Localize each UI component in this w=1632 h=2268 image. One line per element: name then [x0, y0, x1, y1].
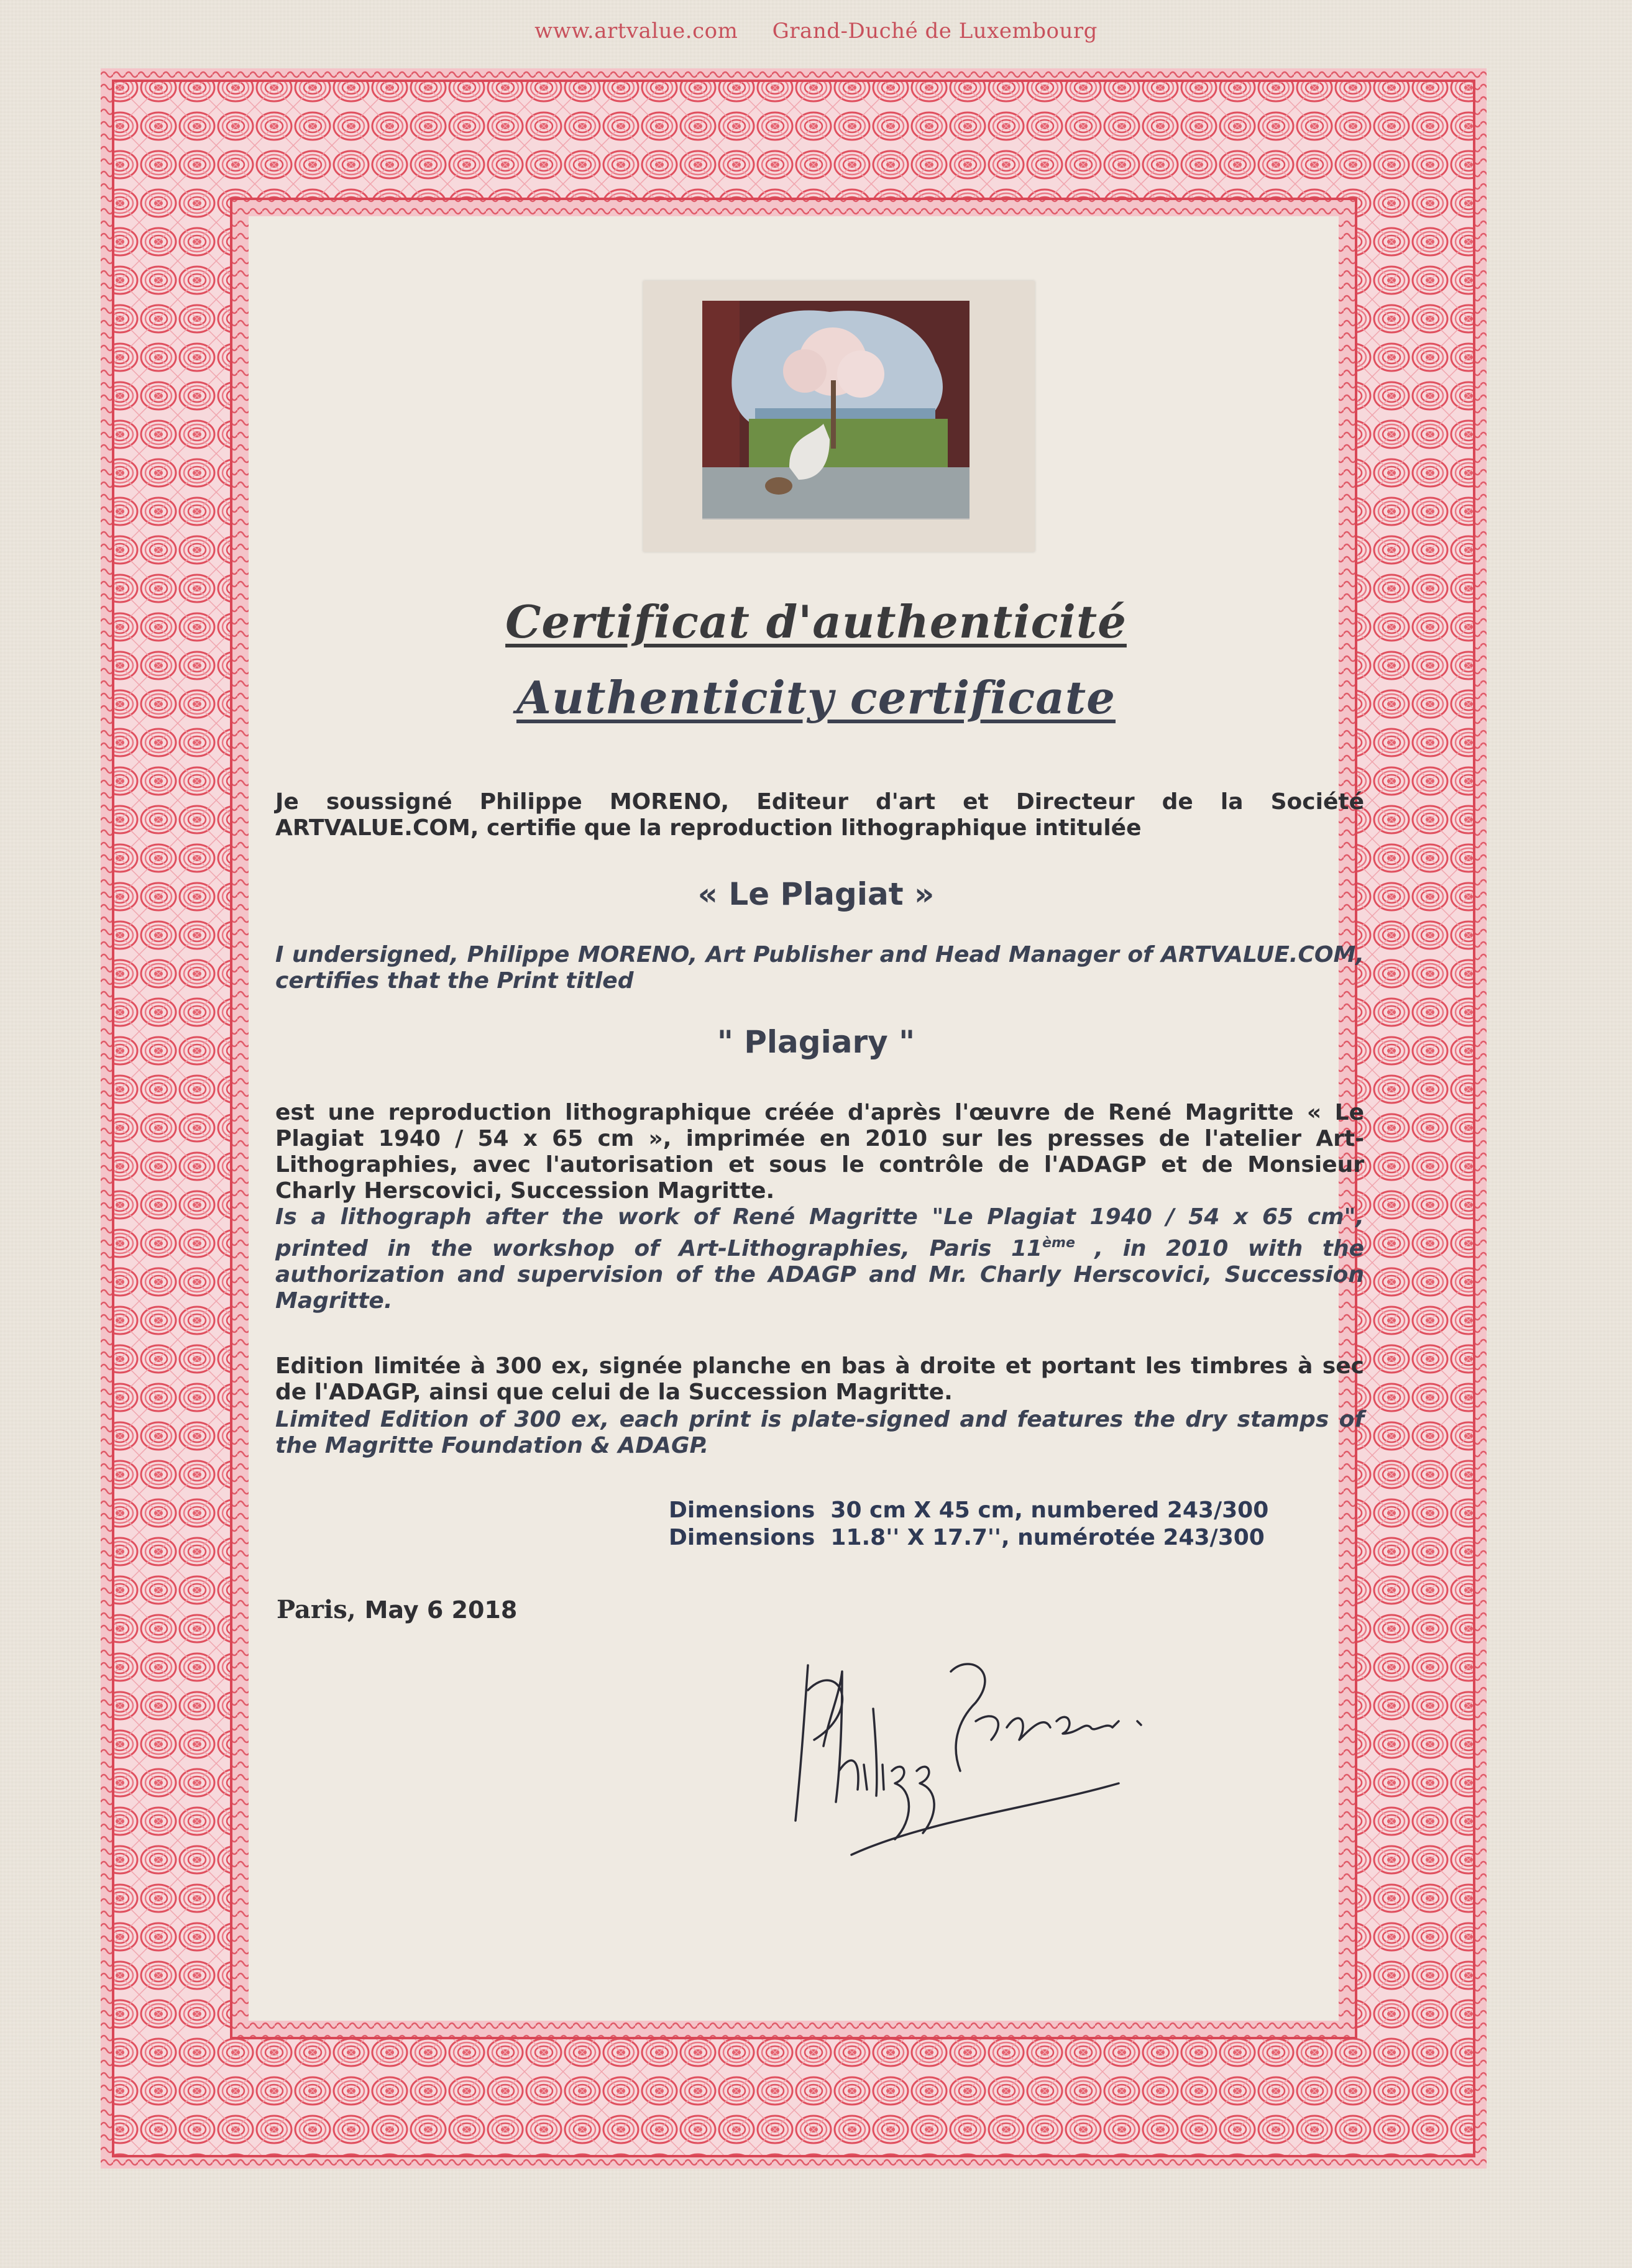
description-en-line2-post: , in 2010 with the [1075, 1236, 1364, 1261]
certificate-title-fr: Certificat d'authenticité [505, 595, 1127, 648]
certificate-title-en: Authenticity certificate [516, 671, 1116, 724]
location-text: Grand-Duché de Luxembourg [772, 19, 1098, 43]
description-fr [275, 1100, 1364, 1204]
letterhead [0, 19, 1632, 43]
edition-en [275, 1407, 1364, 1459]
website-link[interactable]: www.artvalue.com [534, 19, 738, 43]
description-fr-line: Plagiat 1940 / 54 x 65 cm », imprimée en 2010 sur les presses de l'atelier Art- [275, 1126, 1364, 1151]
edition-fr [275, 1353, 1364, 1406]
description-en [275, 1204, 1364, 1314]
edition-fr-line: Edition limitée à 300 ex, signée planche en bas à droite et portant les timbres à sec [275, 1353, 1364, 1379]
edition-fr-line: de l'ADAGP, ainsi que celui de la Succession Magritte. [275, 1379, 953, 1405]
description-en-line: Magritte. [275, 1288, 393, 1314]
intro-en-line: certifies that the Print titled [275, 968, 634, 994]
place-text: Paris, [277, 1595, 356, 1624]
dimensions-imperial: Dimensions 11.8'' X 17.7'', numérotée 243/300 [669, 1525, 1265, 1550]
superscript-eme: ème [1042, 1235, 1075, 1251]
artwork-title-en: " Plagiary " [717, 1024, 915, 1060]
artwork-title-fr: « Le Plagiat » [697, 876, 935, 912]
intro-fr [275, 789, 1364, 841]
intro-fr-line: Je soussigné Philippe MORENO, Editeur d'art et Directeur de la Société [275, 789, 1364, 815]
intro-fr-line: ARTVALUE.COM, certifie que la reproduction lithographique intitulée [275, 815, 1142, 841]
description-en-line: authorization and supervision of the ADAGP and Mr. Charly Herscovici, Succession [275, 1262, 1364, 1287]
artwork-thumbnail [643, 281, 1035, 552]
intro-en-line: I undersigned, Philippe MORENO, Art Publisher and Head Manager of ARTVALUE.COM, [275, 942, 1364, 967]
handwritten-signature [771, 1634, 1168, 1858]
description-en-line [275, 1230, 1364, 1262]
edition-en-line: the Magritte Foundation & ADAGP. [275, 1433, 709, 1458]
edition-en-line: Limited Edition of 300 ex, each print is plate-signed and features the dry stamps of [275, 1407, 1364, 1432]
place-and-date [277, 1595, 517, 1624]
date-text: May 6 2018 [364, 1596, 518, 1624]
description-en-line: Is a lithograph after the work of René Magritte "Le Plagiat 1940 / 54 x 65 cm", [275, 1204, 1364, 1230]
description-en-line2-pre: printed in the workshop of Art-Lithographies, Paris 11 [275, 1236, 1043, 1261]
description-fr-line: Charly Herscovici, Succession Magritte. [275, 1178, 775, 1204]
description-fr-line: Lithographies, avec l'autorisation et sous le contrôle de l'ADAGP et de Monsieur [275, 1152, 1364, 1177]
intro-en [275, 942, 1364, 994]
description-fr-line: est une reproduction lithographique créée d'après l'œuvre de René Magritte « Le [275, 1100, 1364, 1125]
dimensions-metric: Dimensions 30 cm X 45 cm, numbered 243/300 [669, 1498, 1269, 1523]
